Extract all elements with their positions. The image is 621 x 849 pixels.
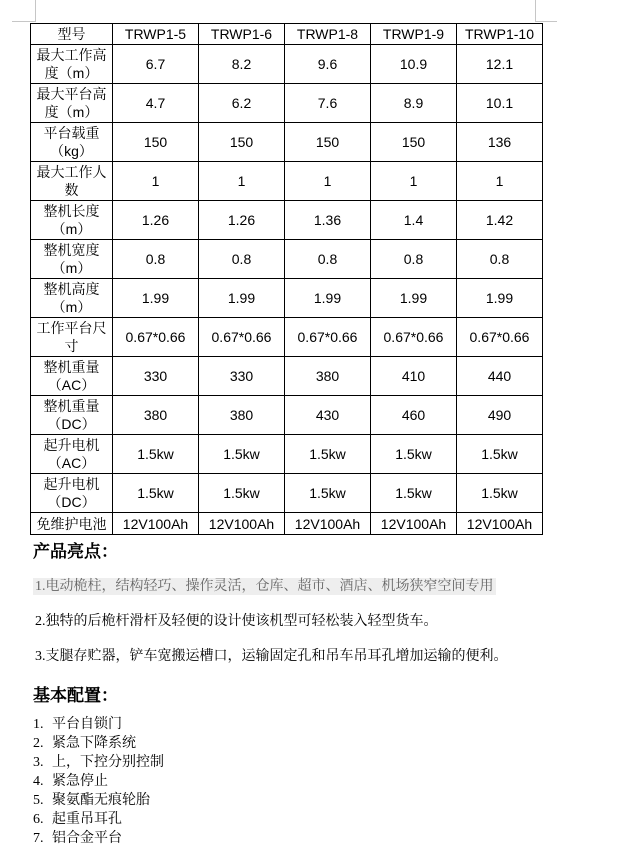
highlight-item [33, 612, 573, 632]
spec-cell: 1.5kw [113, 474, 199, 513]
spec-row [31, 240, 543, 279]
spec-cell: 410 [371, 357, 457, 396]
spec-cell: 6.7 [113, 45, 199, 84]
config-item-text: 平台自锁门 [52, 717, 122, 732]
spec-cell: 10.9 [371, 45, 457, 84]
spec-row-label: 起升电机（AC） [31, 435, 113, 474]
config-item [33, 734, 573, 753]
config-item-number: 6. [33, 812, 44, 827]
spec-header-row [31, 24, 543, 45]
spec-row-label: 最大平台高度（m） [31, 84, 113, 123]
config-item [33, 753, 573, 772]
config-item-text: 铝合金平台 [52, 831, 122, 846]
spec-cell: 1 [113, 162, 199, 201]
spec-cell: 1.5kw [285, 435, 371, 474]
spec-cell: 0.8 [457, 240, 543, 279]
spec-row-label: 整机重量（AC） [31, 357, 113, 396]
spec-table-body [31, 45, 543, 535]
config-item [33, 772, 573, 791]
spec-row [31, 162, 543, 201]
spec-cell: 1.42 [457, 201, 543, 240]
spec-cell: 0.67*0.66 [371, 318, 457, 357]
spec-col-header: TRWP1-5 [113, 24, 199, 45]
spec-cell: 1 [199, 162, 285, 201]
config-item-number: 3. [33, 755, 44, 770]
spec-cell: 8.9 [371, 84, 457, 123]
spec-col-header: TRWP1-10 [457, 24, 543, 45]
config-title: 基本配置： [33, 686, 118, 705]
spec-cell: 1.5kw [457, 474, 543, 513]
spec-cell: 4.7 [113, 84, 199, 123]
spec-cell: 136 [457, 123, 543, 162]
spec-row [31, 435, 543, 474]
highlight-item [33, 647, 573, 667]
spec-cell: 490 [457, 396, 543, 435]
spec-cell: 0.67*0.66 [457, 318, 543, 357]
highlight-item-text: 3.支腿存贮器，铲车宽搬运槽口，运输固定孔和吊车吊耳孔增加运输的便利。 [35, 649, 508, 664]
basic-config-section [33, 685, 573, 848]
config-item [33, 810, 573, 829]
spec-cell: 12V100Ah [113, 513, 199, 535]
spec-row-label: 免维护电池 [31, 513, 113, 535]
spec-row [31, 357, 543, 396]
spec-cell: 12V100Ah [457, 513, 543, 535]
spec-cell: 1 [457, 162, 543, 201]
spec-row-label: 整机宽度（m） [31, 240, 113, 279]
spec-col-header: TRWP1-8 [285, 24, 371, 45]
spec-row-label: 最大工作人数 [31, 162, 113, 201]
config-item [33, 829, 573, 848]
spec-cell: 1.99 [285, 279, 371, 318]
spec-cell: 380 [199, 396, 285, 435]
spec-cell: 430 [285, 396, 371, 435]
spec-row-label: 整机重量（DC） [31, 396, 113, 435]
config-item [33, 715, 573, 734]
spec-cell: 150 [199, 123, 285, 162]
spec-row [31, 201, 543, 240]
spec-cell: 10.1 [457, 84, 543, 123]
config-item-text: 紧急停止 [52, 774, 108, 789]
spec-row [31, 396, 543, 435]
spec-cell: 380 [113, 396, 199, 435]
config-item-text: 紧急下降系统 [52, 736, 136, 751]
highlight-item-text: 2.独特的后桅杆滑杆及轻便的设计使该机型可轻松装入轻型货车。 [35, 614, 438, 629]
spec-row-label: 平台载重（kg） [31, 123, 113, 162]
spec-row [31, 318, 543, 357]
config-item-number: 7. [33, 831, 44, 846]
highlight-item-text: 1.电动桅柱，结构轻巧、操作灵活，仓库、超市、酒店、机场狭窄空间专用 [35, 579, 494, 594]
config-item-number: 1. [33, 717, 44, 732]
spec-cell: 1.5kw [371, 474, 457, 513]
spec-cell: 330 [199, 357, 285, 396]
config-list [33, 715, 573, 848]
spec-cell: 9.6 [285, 45, 371, 84]
config-item-number: 2. [33, 736, 44, 751]
highlights-title: 产品亮点： [33, 542, 118, 561]
spec-row-label: 起升电机（DC） [31, 474, 113, 513]
spec-col-header-model: 型号 [31, 24, 113, 45]
spec-cell: 0.67*0.66 [199, 318, 285, 357]
spec-cell: 0.67*0.66 [285, 318, 371, 357]
spec-cell: 460 [371, 396, 457, 435]
spec-table [30, 23, 543, 535]
spec-row [31, 123, 543, 162]
spec-cell: 12.1 [457, 45, 543, 84]
spec-cell: 0.8 [199, 240, 285, 279]
spec-cell: 1.4 [371, 201, 457, 240]
spec-cell: 6.2 [199, 84, 285, 123]
config-item-text: 上，下控分别控制 [52, 755, 164, 770]
spec-cell: 150 [113, 123, 199, 162]
config-item-text: 聚氨酯无痕轮胎 [52, 793, 150, 808]
config-item-text: 起重吊耳孔 [52, 812, 122, 827]
spec-row [31, 513, 543, 535]
spec-cell: 8.2 [199, 45, 285, 84]
config-item-number: 4. [33, 774, 44, 789]
spec-cell: 1.5kw [199, 474, 285, 513]
spec-row-label: 整机高度（m） [31, 279, 113, 318]
spec-cell: 1.99 [113, 279, 199, 318]
highlight-item [33, 577, 573, 597]
spec-row [31, 279, 543, 318]
spec-cell: 1.5kw [199, 435, 285, 474]
config-item-number: 5. [33, 793, 44, 808]
margin-crop-mark-right [535, 0, 557, 22]
spec-cell: 1 [285, 162, 371, 201]
spec-cell: 1.99 [199, 279, 285, 318]
spec-cell: 1.5kw [457, 435, 543, 474]
spec-cell: 150 [285, 123, 371, 162]
spec-cell: 1.5kw [371, 435, 457, 474]
product-highlights-section [33, 541, 573, 682]
margin-crop-mark-left [12, 0, 36, 22]
spec-cell: 330 [113, 357, 199, 396]
spec-row [31, 474, 543, 513]
spec-cell: 12V100Ah [285, 513, 371, 535]
spec-cell: 440 [457, 357, 543, 396]
config-item [33, 791, 573, 810]
highlights-list [33, 577, 573, 667]
spec-cell: 0.8 [113, 240, 199, 279]
spec-cell: 12V100Ah [371, 513, 457, 535]
spec-cell: 1.99 [457, 279, 543, 318]
spec-cell: 1.5kw [285, 474, 371, 513]
spec-row-label: 工作平台尺寸 [31, 318, 113, 357]
spec-cell: 1.26 [113, 201, 199, 240]
spec-cell: 380 [285, 357, 371, 396]
spec-cell: 150 [371, 123, 457, 162]
spec-cell: 1 [371, 162, 457, 201]
spec-cell: 7.6 [285, 84, 371, 123]
spec-cell: 12V100Ah [199, 513, 285, 535]
spec-col-header: TRWP1-9 [371, 24, 457, 45]
spec-row [31, 84, 543, 123]
spec-row [31, 45, 543, 84]
spec-cell: 1.36 [285, 201, 371, 240]
spec-col-header: TRWP1-6 [199, 24, 285, 45]
spec-cell: 0.8 [371, 240, 457, 279]
spec-cell: 1.99 [371, 279, 457, 318]
spec-cell: 0.8 [285, 240, 371, 279]
spec-row-label: 最大工作高度（m） [31, 45, 113, 84]
spec-row-label: 整机长度（m） [31, 201, 113, 240]
spec-cell: 1.5kw [113, 435, 199, 474]
spec-cell: 1.26 [199, 201, 285, 240]
spec-cell: 0.67*0.66 [113, 318, 199, 357]
